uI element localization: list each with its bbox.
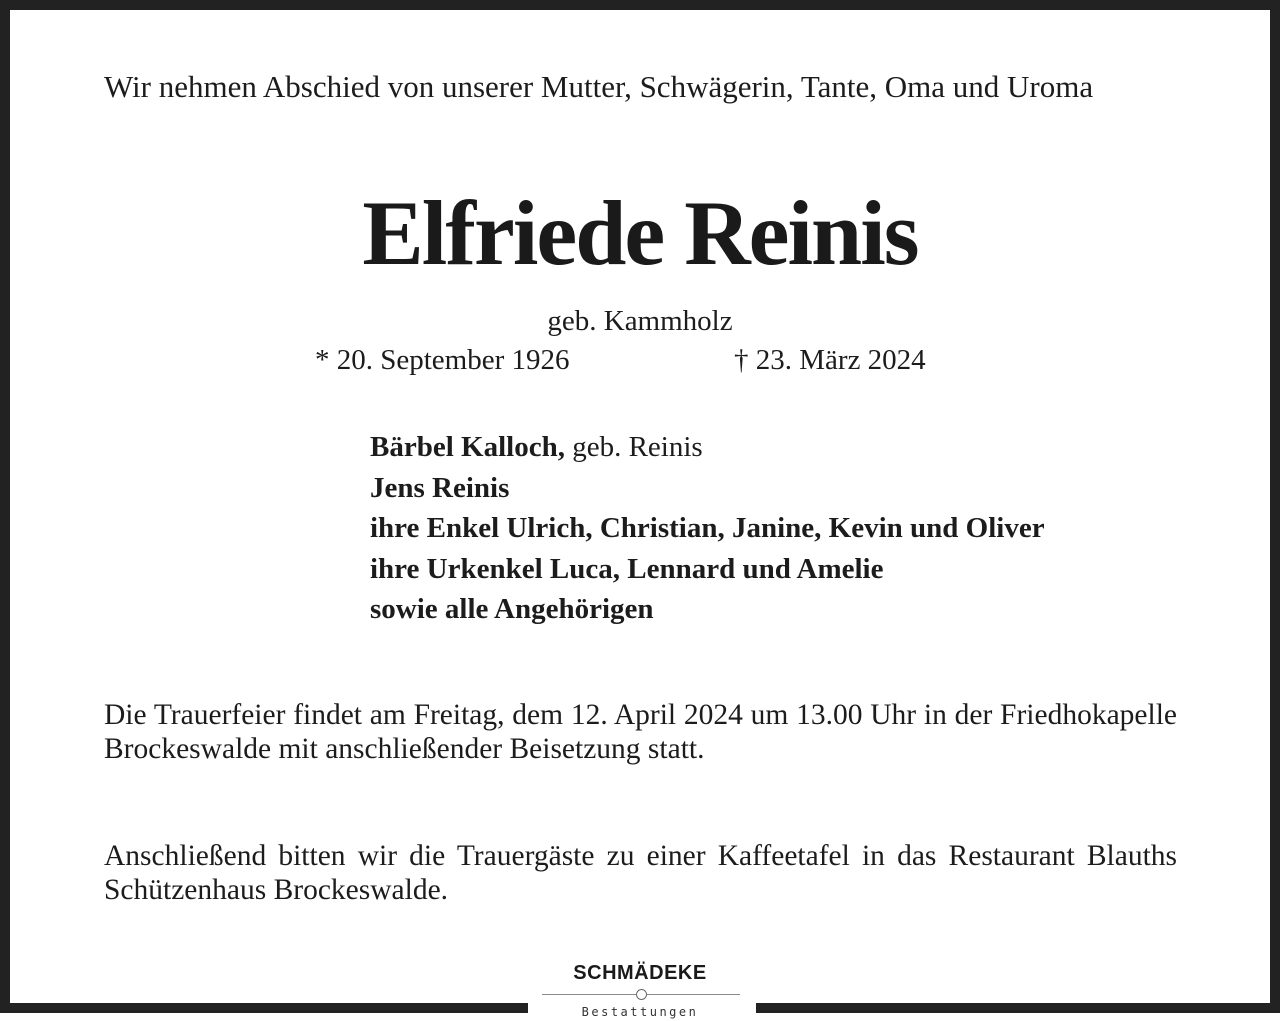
relatives-line: sowie alle Angehörigen <box>370 593 654 625</box>
mourner-line <box>370 468 1045 509</box>
logo-subtitle: Bestattungen <box>581 1005 699 1019</box>
mourner-line <box>370 508 1045 549</box>
birth-date: * 20. September 1926 <box>315 344 570 376</box>
service-paragraph: Die Trauerfeier findet am Freitag, dem 12. April 2024 um 13.00 Uhr in der Friedhokapelle Brockeswalde mit anschließender Beisetzung statt. <box>104 699 1177 765</box>
reception-paragraph: Anschließend bitten wir die Trauergäste zu einer Kaffeetafel in das Restaurant Blauths Schützenhaus Brockeswalde. <box>104 840 1177 906</box>
mourner-maiden: geb. Reinis <box>564 431 703 463</box>
mourner-name: Jens Reinis <box>370 471 510 504</box>
ring-icon <box>636 989 647 1000</box>
deceased-name: Elfriede Reinis <box>362 182 918 284</box>
death-date: † 23. März 2024 <box>734 344 926 376</box>
mourner-line <box>370 549 1045 590</box>
mourner-line <box>370 427 1045 468</box>
mourners-list <box>370 427 1045 630</box>
grandchildren-line: ihre Enkel Ulrich, Christian, Janine, Kevin und Oliver <box>370 512 1045 544</box>
mourner-line <box>370 589 1045 630</box>
intro-text: Wir nehmen Abschied von unserer Mutter, Schwägerin, Tante, Oma und Uroma <box>104 69 1094 104</box>
funeral-home-logo: SCHMÄDEKE <box>573 962 707 984</box>
maiden-name: geb. Kammholz <box>547 305 733 337</box>
mourner-name: Bärbel Kalloch, <box>370 431 565 463</box>
great-grandchildren-line: ihre Urkenkel Luca, Lennard und Amelie <box>370 552 884 585</box>
